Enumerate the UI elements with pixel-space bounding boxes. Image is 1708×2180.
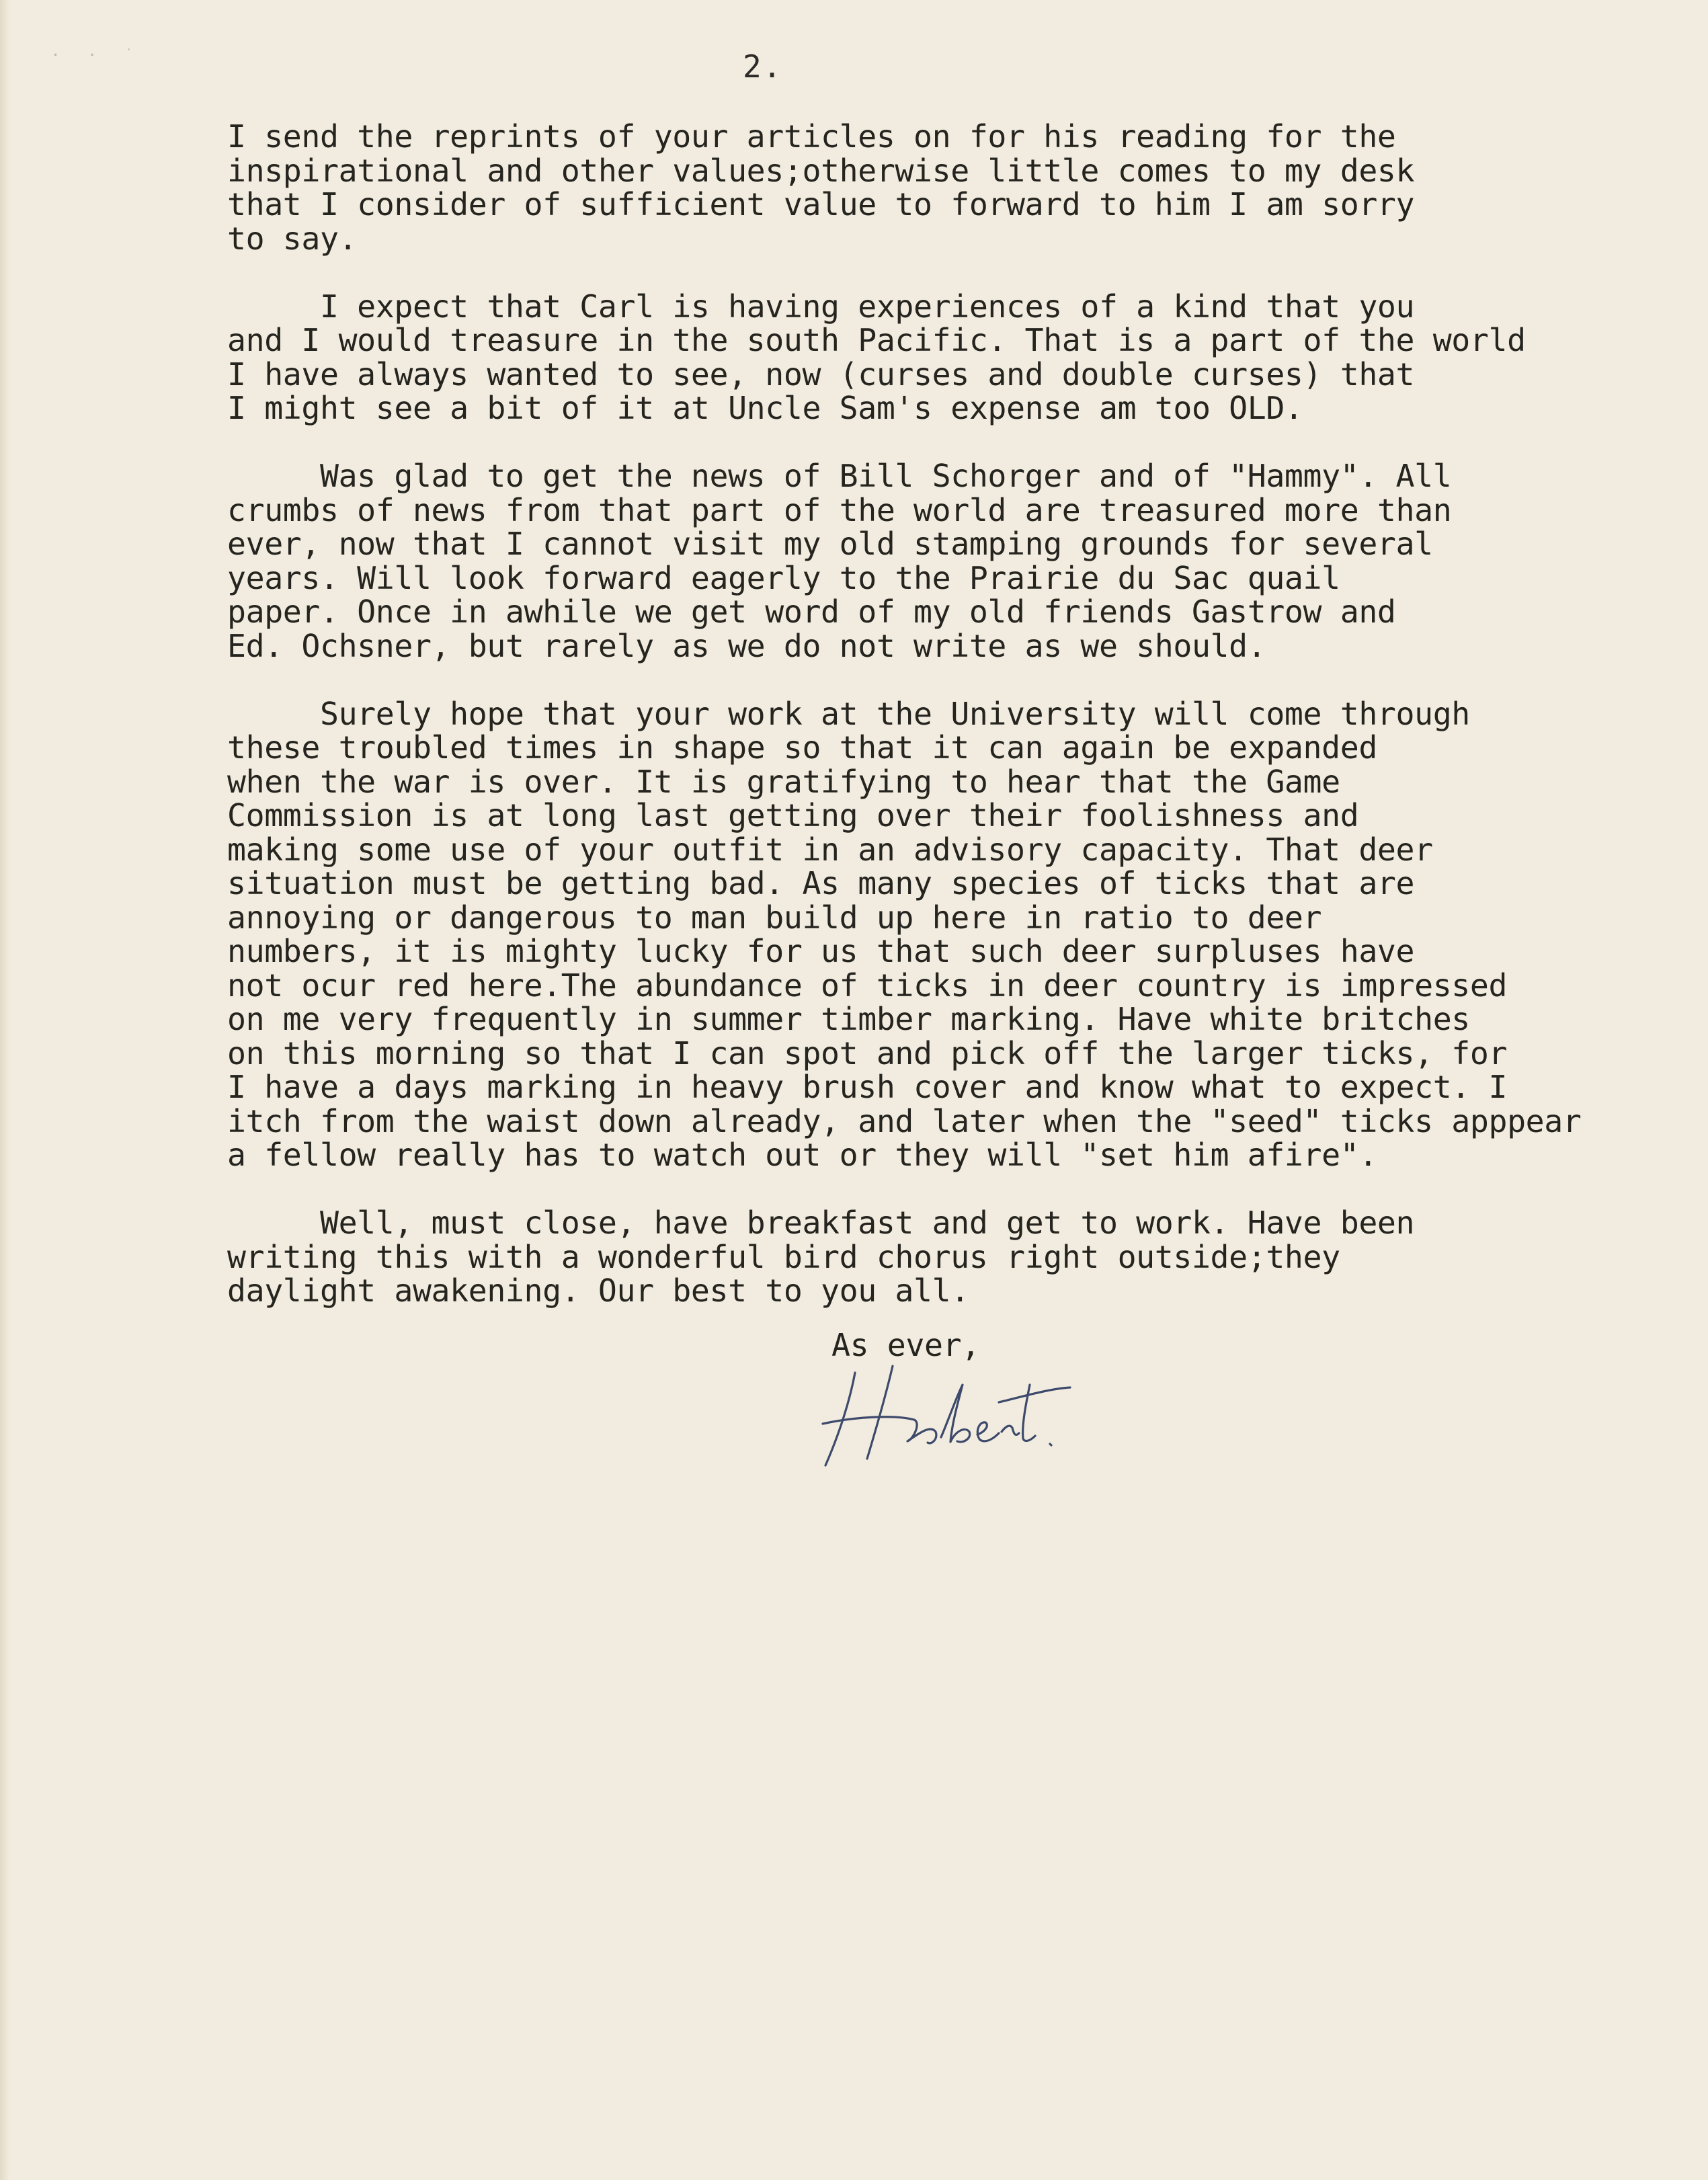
paragraph-news: Was glad to get the news of Bill Schorger and of "Hammy". All crumbs of news from that part of the world are treasured more than ever, now that I cannot visit my old stamping grounds for several years. Will look forward eagerly to the Prairie du Sac quail paper. Once in awhile we get word of my old friends Gastrow and Ed. Ochsner, but rarely as we do not write as we should. bbox=[227, 458, 1452, 664]
signature bbox=[813, 1358, 1096, 1486]
closing-salutation: As ever, bbox=[831, 1327, 980, 1363]
paper-specks: · · ˙ bbox=[51, 47, 143, 64]
paragraph-reprints: I send the reprints of your articles on for his reading for the inspirational and other values;otherwise little comes to my desk that I consider of sufficient value to forward to him I am sorry to say. bbox=[227, 118, 1415, 257]
page-number: 2. bbox=[743, 48, 783, 85]
page-edge-shadow bbox=[0, 0, 9, 2180]
paragraph-carl-pacific: I expect that Carl is having experiences of a kind that you and I would treasure in the south Pacific. That is a part of the world I have always wanted to see, now (curses and double curses) that I might see a bit of it at Uncle Sam's expense am too OLD. bbox=[227, 288, 1526, 426]
paragraph-university-ticks: Surely hope that your work at the University will come through these troubled times in shape so that it can again be expanded when the war is over. It is gratifying to hear that the Game Commission is at long last getting over their foolishness and making some use of your outfit in an advisory capacity. That deer situation must be getting bad. As many species of ticks that are annoying or dangerous to man build up here in ratio to deer numbers, it is mighty lucky for us that such deer surpluses have not ocur red here.The abundance of ticks in deer country is impressed on me very frequently in summer timber marking. Have white britches on this morning so that I can spot and pick off the larger ticks, for I have a days marking in heavy brush cover and know what to expect. I itch from the waist down already, and later when the "seed" ticks apppear a fellow really has to watch out or they will "set him afire". bbox=[227, 695, 1582, 1173]
letter-body bbox=[227, 120, 1693, 1342]
paragraph-closing-remarks: Well, must close, have breakfast and get to work. Have been writing this with a wonderful bird chorus right outside;they daylight awakening. Our best to you all. bbox=[227, 1205, 1415, 1309]
